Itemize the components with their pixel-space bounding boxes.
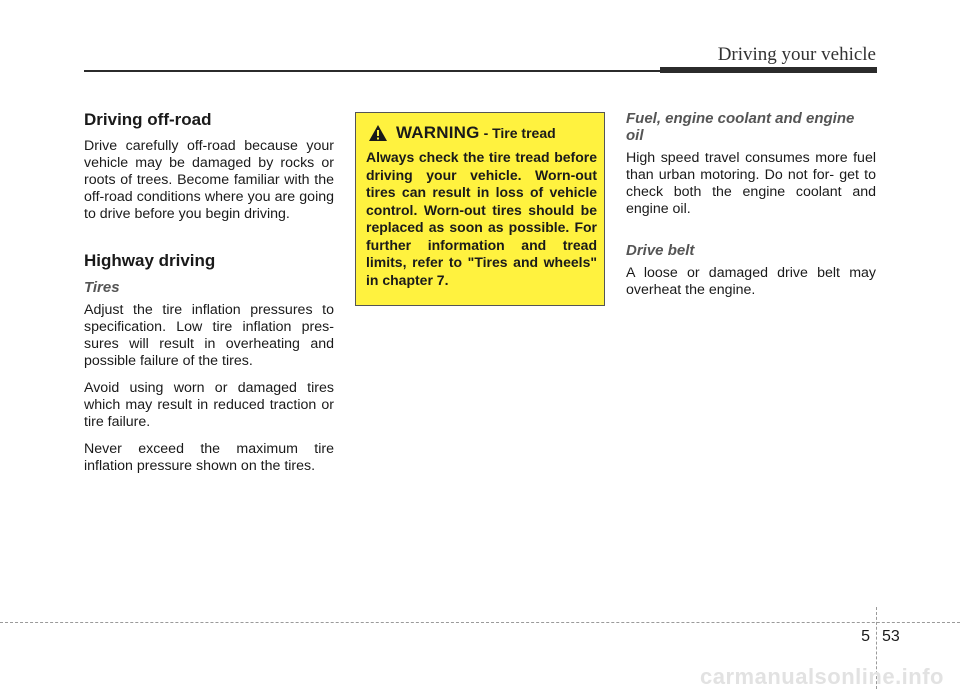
left-column xyxy=(84,110,334,485)
footer-rule xyxy=(0,622,960,623)
chapter-number: 5 xyxy=(861,628,870,645)
right-column xyxy=(626,110,876,309)
warning-subtitle: - Tire tread xyxy=(483,125,556,141)
drive-belt-paragraph: A loose or damaged drive belt may overheat the engine. xyxy=(626,265,876,298)
drive-belt-subheading: Drive belt xyxy=(626,242,695,259)
fuel-paragraph: High speed travel consumes more fuel than urban motoring. Do not for- get to check both the engine coolant and engine oil. xyxy=(626,150,876,217)
fuel-subheading: Fuel, engine coolant and engine oil xyxy=(626,110,855,144)
tires-paragraph-2: Avoid using worn or damaged tires which may result in reduced traction or tire failure. xyxy=(84,380,334,430)
warning-box xyxy=(355,112,605,306)
warning-body: Always check the tire tread before driving your vehicle. Worn-out tires can result in loss of vehicle control. Worn-out tires should be replaced as soon as possible. For further information and tread limits, refer to "Tires and wheels" in chapter 7. xyxy=(366,149,597,288)
warning-title: WARNING xyxy=(396,123,480,142)
header-rule-bold xyxy=(660,67,877,73)
highway-heading: Highway driving xyxy=(84,251,216,270)
offroad-paragraph: Drive carefully off-road because your vehicle may be damaged by rocks or roots of trees. Become familiar with the off-road conditions where you are going to drive before you begin driving. xyxy=(84,138,334,222)
offroad-heading: Driving off-road xyxy=(84,110,212,129)
tires-subheading: Tires xyxy=(84,279,120,296)
warning-triangle-icon xyxy=(368,124,388,142)
page-number: 53 xyxy=(882,628,900,645)
running-header-title: Driving your vehicle xyxy=(717,44,876,65)
tires-paragraph-1: Adjust the tire inflation pressures to specification. Low tire inflation pres- sures will result in overheating and possible failure of the tires. xyxy=(84,302,334,369)
warning-header xyxy=(366,123,597,143)
watermark-text: carmanualsonline.info xyxy=(700,664,944,689)
header-rule xyxy=(84,70,662,72)
tires-paragraph-3: Never exceed the maximum tire inflation pressure shown on the tires. xyxy=(84,441,334,474)
